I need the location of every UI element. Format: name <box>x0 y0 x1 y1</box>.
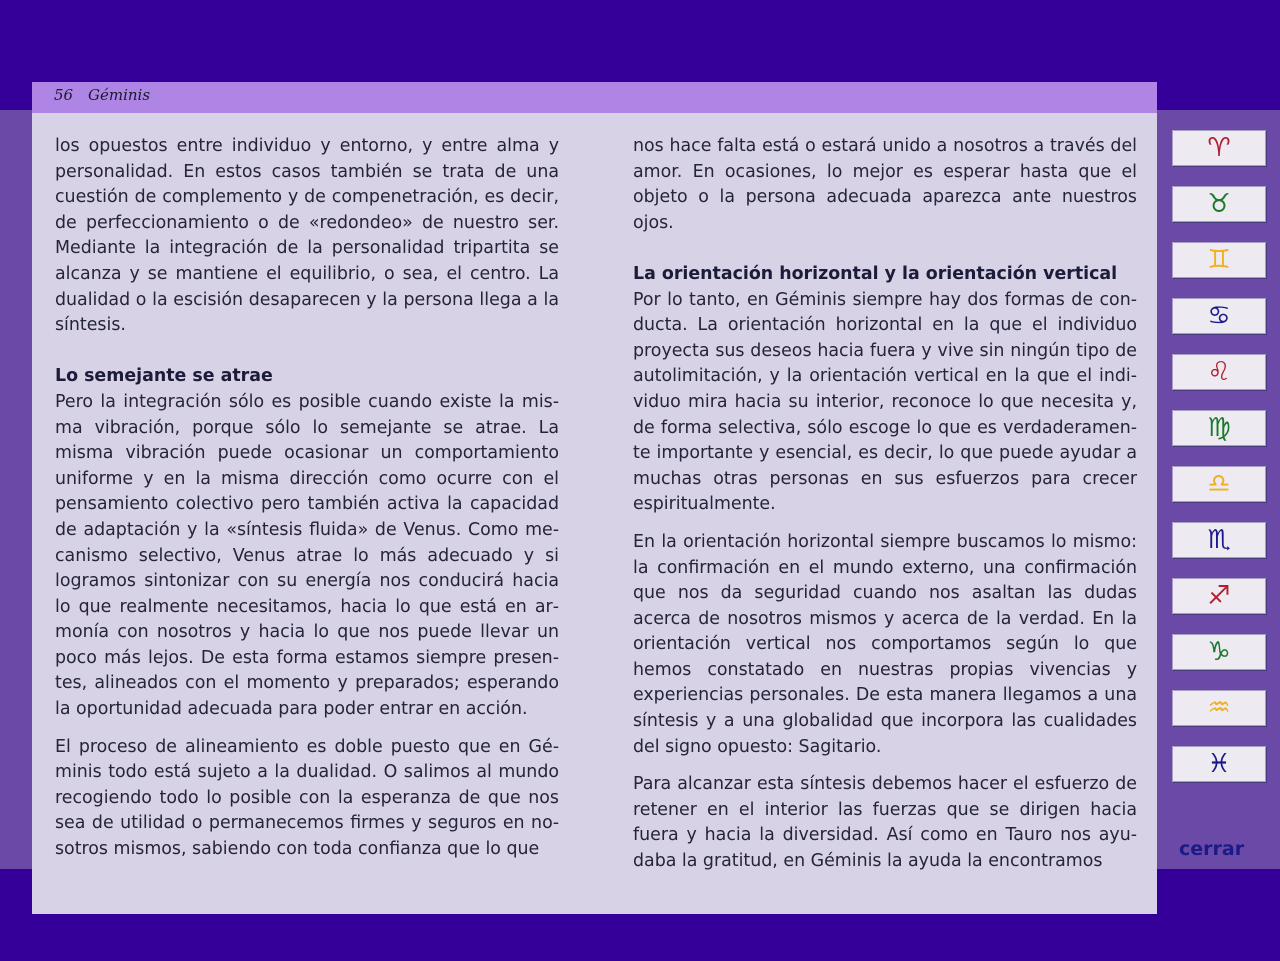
page-number: 56 <box>54 86 74 104</box>
virgo-icon: ♍ <box>1207 413 1231 443</box>
virgo-button[interactable] <box>1172 410 1266 446</box>
gemini-button[interactable] <box>1172 242 1266 278</box>
libra-button[interactable] <box>1172 466 1266 502</box>
scorpio-icon: ♏ <box>1207 525 1231 555</box>
section-heading: La orientación horizontal y la orientación vertical <box>633 263 1118 284</box>
capricorn-button[interactable] <box>1172 634 1266 670</box>
sagittarius-button[interactable] <box>1172 578 1266 614</box>
aries-icon: ♈ <box>1207 133 1231 163</box>
gemini-icon: ♊ <box>1207 245 1231 275</box>
leo-button[interactable] <box>1172 354 1266 390</box>
right-column <box>633 134 1137 875</box>
pisces-icon: ♓ <box>1207 749 1231 779</box>
book-page <box>32 82 1157 914</box>
taurus-icon: ♉ <box>1207 189 1231 219</box>
pisces-button[interactable] <box>1172 746 1266 782</box>
taurus-button[interactable] <box>1172 186 1266 222</box>
page-header <box>32 82 1157 113</box>
section-title: Géminis <box>88 86 151 104</box>
aquarius-icon: ♒ <box>1207 693 1231 723</box>
paragraph: En la orientación horizontal siempre buscamos lo mismo: la confirmación en el mundo externo, una confirmación que nos da seguridad cuando nos asaltan las dudas acerca de nosotros mismos y acerca de la verdad. En la orientación vertical nos comportamos según lo que hemos constatado en nuestras propias vivencias y experiencias personales. De esta manera llegamos a una síntesis y a una globalidad que incorpora las cualidades del signo opuesto: Sagitario. <box>633 531 1137 757</box>
aquarius-button[interactable] <box>1172 690 1266 726</box>
paragraph: Pero la integración sólo es posible cuando existe la misma vibración, porque sólo lo semejante se atrae. La misma vibración puede ocasionar un comportamiento uniforme y en la misma dirección como ocurre con el pensamiento colectivo pero también activa la capacidad de adaptación y la «síntesis fluida» de Venus. Como mecanismo selectivo, Venus atrae lo más adecuado y si logramos sintonizar con su energía nos conducirá hacia lo que realmente necesitamos, hacia lo que está en armonía con nosotros y hacia lo que nos puede llevar un poco más lejos. De esta forma estamos siempre presentes, alineados con el momento y preparados; esperando la oportunidad adecuada para poder entrar en acción. <box>55 391 559 720</box>
paragraph: Para alcanzar esta síntesis debemos hacer el esfuerzo de retener en el interior las fuerzas que se dirigen hacia fuera y hacia la diversidad. Así como en Tauro nos ayudaba la gratitud, en Géminis la ayuda la encontramos <box>633 774 1137 872</box>
paragraph: los opuestos entre individuo y entorno, y entre alma y personalidad. En estos casos también se trata de una cuestión de complemento y de compenetración, es decir, de perfeccionamiento o de «redondeo» de nuestro ser. Mediante la integración de la personalidad tripartita se alcanza y se mantiene el equilibrio, o sea, el centro. La dualidad o la escisión desaparecen y la persona llega a la síntesis. <box>55 136 559 336</box>
close-button[interactable]: cerrar <box>1179 838 1245 860</box>
libra-icon: ♎ <box>1207 469 1231 499</box>
aries-button[interactable] <box>1172 130 1266 166</box>
zodiac-nav <box>1172 130 1266 802</box>
paragraph: nos hace falta está o estará unido a nosotros a través del amor. En ocasiones, lo mejor es esperar hasta que el objeto o la persona adecuada aparezca ante nuestros ojos. <box>633 136 1137 233</box>
sagittarius-icon: ♐ <box>1207 581 1231 611</box>
cancer-button[interactable] <box>1172 298 1266 334</box>
capricorn-icon: ♑ <box>1207 637 1231 667</box>
left-column <box>55 134 559 863</box>
section-heading: Lo semejante se atrae <box>55 366 273 387</box>
paragraph: El proceso de alineamiento es doble puesto que en Géminis todo está sujeto a la dualidad. O salimos al mundo recogiendo todo lo posible con la esperanza de que nos sea de utilidad o permanecemos firmes y seguros en nosotros mismos, sabiendo con toda confianza que lo que <box>55 736 559 860</box>
leo-icon: ♌ <box>1207 357 1231 387</box>
scorpio-button[interactable] <box>1172 522 1266 558</box>
paragraph: Por lo tanto, en Géminis siempre hay dos formas de conducta. La orientación horizontal en la que el individuo proyecta sus deseos hacia fuera y vive sin ningún tipo de autolimitación, y la orientación vertical en la que el individuo mira hacia su interior, reconoce lo que necesita y, de forma selectiva, sólo escoge lo que es verdaderamente importante y esencial, es decir, lo que puede ayudar a muchas otras personas en sus esfuerzos para crecer espiritualmente. <box>633 289 1137 515</box>
cancer-icon: ♋ <box>1207 301 1231 331</box>
